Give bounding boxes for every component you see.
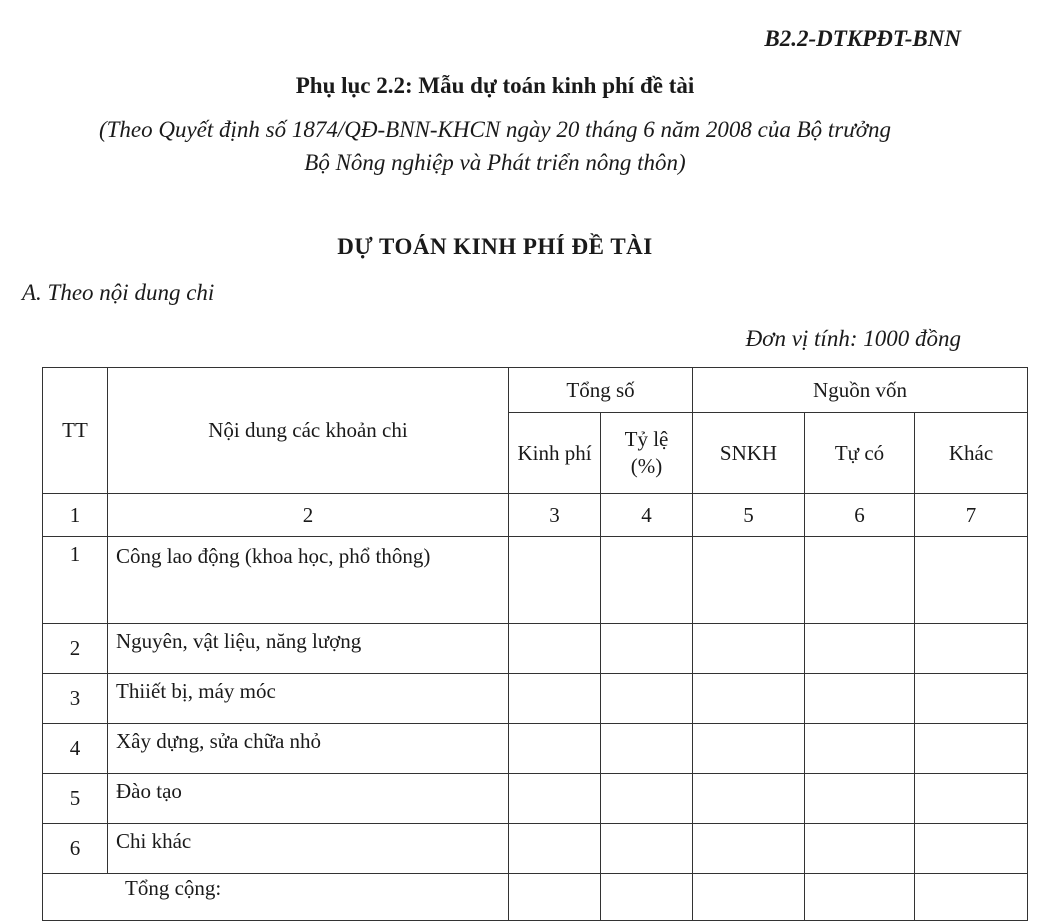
header-snkh: SNKH [693,413,805,494]
table-row [43,774,1028,824]
column-number: 1 [43,494,108,537]
empty-cell [693,624,805,674]
header-ratio: Tỷ lệ (%) [601,413,693,494]
empty-cell [915,624,1028,674]
unit-label: Đơn vị tính: 1000 đồng [745,326,961,351]
table-row [43,724,1028,774]
column-number: 7 [915,494,1028,537]
empty-cell [509,724,601,774]
document-title: DỰ TOÁN KINH PHÍ ĐỀ TÀI [337,234,653,259]
section-a-heading: A. Theo nội dung chi [22,280,215,305]
row-tt: 1 [43,537,108,624]
column-number-row [43,494,1028,537]
empty-cell [601,624,693,674]
row-content: Công lao động (khoa học, phổ thông) [108,537,509,624]
row-tt: 4 [43,724,108,774]
empty-cell [693,824,805,874]
decision-reference [0,113,990,179]
header-content: Nội dung các khoản chi [108,368,509,494]
empty-cell [805,624,915,674]
column-number: 2 [108,494,509,537]
total-row [43,874,1028,921]
row-content: Xây dựng, sửa chữa nhỏ [108,724,509,774]
empty-cell [693,774,805,824]
empty-cell [509,537,601,624]
appendix-title: Phụ lục 2.2: Mẫu dự toán kinh phí đề tài [295,73,695,98]
empty-cell [601,824,693,874]
empty-cell [915,824,1028,874]
row-content: Đào tạo [108,774,509,824]
empty-cell [915,774,1028,824]
table-row [43,537,1028,624]
empty-cell [915,724,1028,774]
empty-cell [509,874,601,921]
column-number: 5 [693,494,805,537]
header-other: Khác [915,413,1028,494]
column-number: 4 [601,494,693,537]
header-total-group: Tổng số [509,368,693,413]
empty-cell [509,624,601,674]
empty-cell [601,874,693,921]
column-number: 6 [805,494,915,537]
table-row [43,824,1028,874]
row-tt: 2 [43,624,108,674]
empty-cell [805,774,915,824]
empty-cell [805,724,915,774]
table-row [43,624,1028,674]
empty-cell [509,824,601,874]
decision-line-1: (Theo Quyết định số 1874/QĐ-BNN-KHCN ngày 20 tháng 6 năm 2008 của Bộ trưởng [98,117,892,142]
empty-cell [509,774,601,824]
empty-cell [805,537,915,624]
empty-cell [805,674,915,724]
header-cost: Kinh phí [509,413,601,494]
empty-cell [509,674,601,724]
empty-cell [805,874,915,921]
row-content: Nguyên, vật liệu, năng lượng [108,624,509,674]
empty-cell [915,874,1028,921]
empty-cell [601,537,693,624]
budget-table [42,367,1028,921]
row-tt: 5 [43,774,108,824]
empty-cell [693,874,805,921]
empty-cell [805,824,915,874]
row-tt: 3 [43,674,108,724]
empty-cell [693,724,805,774]
decision-line-2: Bộ Nông nghiệp và Phát triển nông thôn) [304,150,686,175]
row-content: Thiiết bị, máy móc [108,674,509,724]
empty-cell [601,724,693,774]
header-own: Tự có [805,413,915,494]
empty-cell [601,674,693,724]
row-tt: 6 [43,824,108,874]
header-row-1 [43,368,1028,413]
column-number: 3 [509,494,601,537]
table-row [43,674,1028,724]
total-label: Tổng cộng: [43,874,509,921]
empty-cell [693,537,805,624]
row-content: Chi khác [108,824,509,874]
empty-cell [601,774,693,824]
empty-cell [915,537,1028,624]
header-source-group: Nguồn vốn [693,368,1028,413]
empty-cell [693,674,805,724]
document-code: B2.2-DTKPĐT-BNN [764,26,961,51]
empty-cell [915,674,1028,724]
header-tt: TT [43,368,108,494]
